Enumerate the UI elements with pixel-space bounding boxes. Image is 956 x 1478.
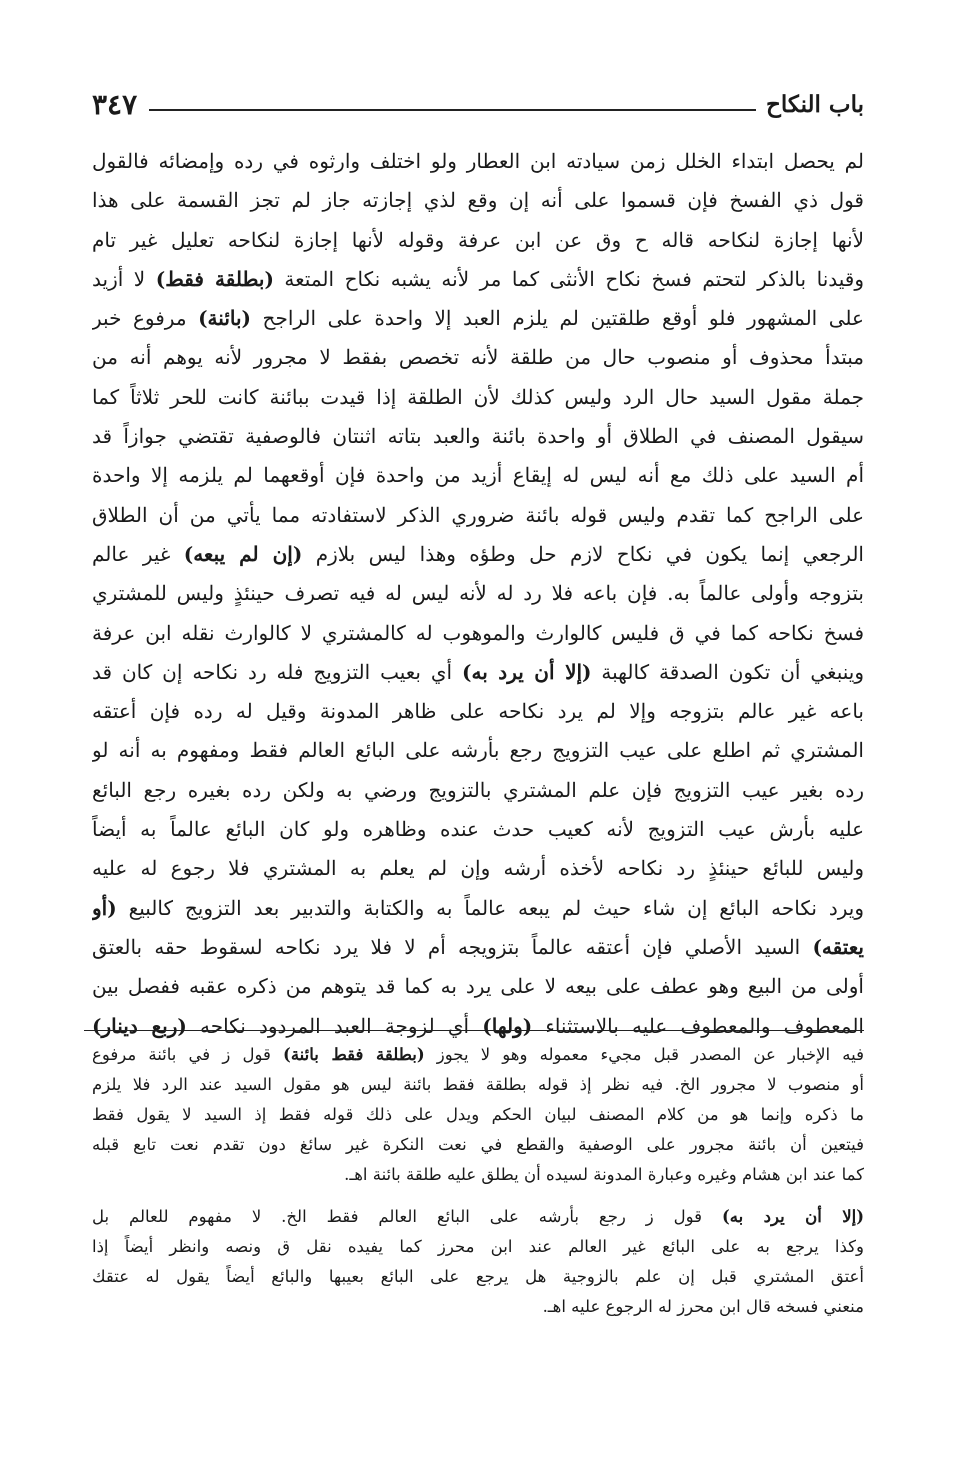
text-line [92, 338, 864, 377]
text-segment: لم يحصل ابتداء الخلل زمن سيادته ابن العطار ولو اختلف وارثوه في رده وإمضائه فالقول [92, 149, 864, 173]
text-segment: أي بعيب التزويج فله رد نكاحه إن كان قد [92, 659, 463, 684]
text-line [92, 810, 864, 849]
text-segment: عليه بأرش عيب التزويج لأنه كعيب حدث عنده وظاهره ولو كان البائع عالماً به أيضاً [92, 817, 864, 842]
text-line [92, 456, 864, 495]
text-segment: فيتعين أن بائنة مجرور على الوصفية والقطع في نعت النكرة غير سائغ دون تقدم نعت تابع قبله [92, 1135, 864, 1154]
bold-term: (بطلقة فقط) [155, 266, 274, 291]
text-segment: بتزوجه وأولى عالماً به. فإن باعه فلا رد له لأنه ليس له فيه تصرف حينئذٍ وليس للمشتري [92, 581, 864, 606]
text-line [92, 653, 864, 692]
text-line [92, 928, 864, 967]
text-segment: وليس للبائع حينئذٍ رد نكاحه لأخذه أرشه وإن لم يعلم به المشتري فلا رجوع له عليه [92, 856, 864, 881]
text-segment: المعطوف والمعطوف عليه بالاستثناء [532, 1013, 864, 1038]
text-segment: كما عند ابن هشام وغيره وعبارة المدونة لسيده أن يطلق عليه طلقة بائنة اهـ. [344, 1165, 864, 1184]
text-segment: أعتق المشتري قبل إن علم بالزوجية هل يرجع على البائع بعيبها والبائع أيضاً يقول له عتقك [92, 1267, 864, 1286]
footnote-line [92, 1070, 864, 1100]
text-line [92, 849, 864, 888]
text-line [92, 692, 864, 731]
footnote-line [92, 1262, 864, 1292]
footnote-line [92, 1202, 864, 1232]
footnote [92, 1202, 864, 1322]
text-segment: مبتدأ محذوف أو منصوب حال من طلقة لأنه تخصص بفقط لا مجرور لأنه يوهم أنه من [92, 345, 864, 370]
text-segment: الرجعي إنما يكون في نكاح لازم حل وطؤه وهذا ليس بلازم [302, 541, 864, 566]
text-segment: منعني فسخه قال ابن محرز له الرجوع عليه اهـ. [542, 1297, 864, 1316]
bold-term: (بطلقة فقط بائنة) [283, 1045, 425, 1064]
text-line [92, 614, 864, 653]
text-line [92, 378, 864, 417]
text-line [92, 967, 864, 1006]
text-segment: أم السيد على ذلك مع أنه ليس له إيقاع أزيد من واحدة فإن أوقعهما لم يلزمه إلا واحدة [92, 463, 864, 488]
text-segment: لا أزيد [92, 266, 156, 291]
chapter-title: باب النكاح [766, 90, 864, 118]
bold-term: (ولها) [482, 1013, 533, 1038]
text-line [92, 535, 864, 574]
text-line [92, 574, 864, 613]
footnote-line [92, 1100, 864, 1130]
bold-term: (إلا أن يرد به) [462, 659, 592, 684]
bold-term: (إن لم يبعه) [183, 541, 303, 566]
main-text [92, 142, 864, 1046]
text-segment: قول ز رجع بأرشه على البائع العالم فقط الخ. لا مفهوم للعالم بل [92, 1207, 722, 1226]
footnote [92, 1040, 864, 1190]
text-line [92, 299, 864, 338]
text-segment: وينبغي أن تكون الصدقة كالهبة [591, 659, 864, 684]
text-segment: وكذا يرجع به على البائع غير العالم عند ابن محرز كما يفيده نقل ق ونصه وانظر أيضاً إذا [92, 1237, 864, 1256]
text-segment: ويرد نكاحه البائع إن شاء حيث لم يبعه عالماً به والكتابة والتدبير بعد التزويج كالبيع [116, 895, 864, 920]
text-segment: أو منصوب لا مجرور الخ. فيه نظر إذ قوله بطلقة فقط بائنة ليس هو مقول السيد عند الرد فلا يلزم [92, 1075, 864, 1094]
text-segment: فيه الإخبار عن المصدر قبل مجيء معموله وهو لا يجوز [424, 1045, 864, 1064]
page-number: ٣٤٧ [92, 87, 138, 121]
bold-term: (بائنة) [198, 306, 252, 331]
text-segment: المشتري ثم اطلع على عيب التزويج رجع بأرشه على البائع العالم فقط ومفهوم به أنه لو [92, 738, 864, 763]
text-segment: أي لزوجة العبد المردود نكاحه [186, 1013, 483, 1038]
text-segment: قول ز في بائنة مرفوع [92, 1045, 284, 1064]
footnote-line [92, 1040, 864, 1070]
header-rule [149, 109, 756, 111]
bold-term: (إلا أن يرد به) [721, 1207, 864, 1226]
text-segment: فسخ نكاحه كما في ق فليس كالوارث والموهوب له كالمشتري لا كالوارث نقله ابن عرفة [92, 620, 864, 645]
footnote-line [92, 1292, 864, 1322]
footnote-line [92, 1232, 864, 1262]
text-segment: السيد الأصلي فإن أعتقه عالماً بتزويجه أم لا فلا يرد نكاحه لسقوط حقه بالعتق [92, 934, 813, 959]
text-segment: سيقول المصنف في الطلاق أو واحدة بائنة والعبد بتاته اثنتان فالوصفية تقتضي جوازاً قد [92, 424, 864, 449]
text-segment: غير عالم [92, 541, 184, 566]
footnote-separator [84, 1030, 864, 1031]
text-segment: مرفوع خبر [92, 306, 199, 331]
bold-term: (أو [92, 895, 117, 920]
text-segment: على الراجح كما تقدم وليس قوله بائنة ضروري الذكر لاستفادته مما يأتي من أن الطلاق [92, 502, 864, 527]
text-line [92, 731, 864, 770]
text-line [92, 496, 864, 535]
text-segment: أولى من البيع وهو عطف على بيعه لا على يرد به كما قد يتوهم من ذكره عقبه ففصل بين [92, 974, 864, 999]
text-line [92, 260, 864, 299]
footnote-line [92, 1160, 864, 1190]
page-header [92, 84, 864, 124]
footnotes [92, 1040, 864, 1334]
footnote-line [92, 1130, 864, 1160]
text-segment: رده بغير عيب التزويج فإن علم المشتري بالتزويج ورضي به ولكن رده بغيره رجع البائع [92, 777, 864, 802]
bold-term: يعتقه) [812, 934, 864, 959]
text-line [92, 142, 864, 181]
text-line [92, 771, 864, 810]
text-line [92, 181, 864, 220]
text-line [92, 889, 864, 928]
text-segment: قول ذي الفسخ فإن قسموا على أنه إن وقع لذي إجازته جاز لم تجز القسمة على هذا [92, 188, 864, 213]
text-line [92, 417, 864, 456]
text-segment: على المشهور فلو أوقع طلقتين لم يلزم العبد إلا واحدة على الراجح [251, 306, 864, 331]
text-segment: وقيدنا بالذكر لتحتم فسخ نكاح الأنثى كما مر لأنه يشبه نكاح المتعة [273, 266, 864, 291]
text-segment: ما ذكره وإنما هو من كلام المصنف لبيان الحكم ويدل على ذلك قوله فقط إذ السيد لا يقول فقط [92, 1105, 864, 1124]
text-segment: لأنها إجازة لنكاحه قاله ح وق عن ابن عرفة وقوله لأنها إجازة لنكاحه تعليل غير تام [92, 227, 864, 252]
bold-term: (ربع دينار) [92, 1013, 187, 1038]
text-segment: جملة مقول السيد حال الرد وليس كذلك لأن الطلقة إذا قيدت ببائنة كانت للحر ثلاثاً كما [92, 384, 864, 409]
text-segment: باعه غير عالم بتزوجه وإلا لم يرد نكاحه على ظاهر المدونة وقيل له رده فإن أعتقه [92, 699, 864, 724]
text-line [92, 221, 864, 260]
